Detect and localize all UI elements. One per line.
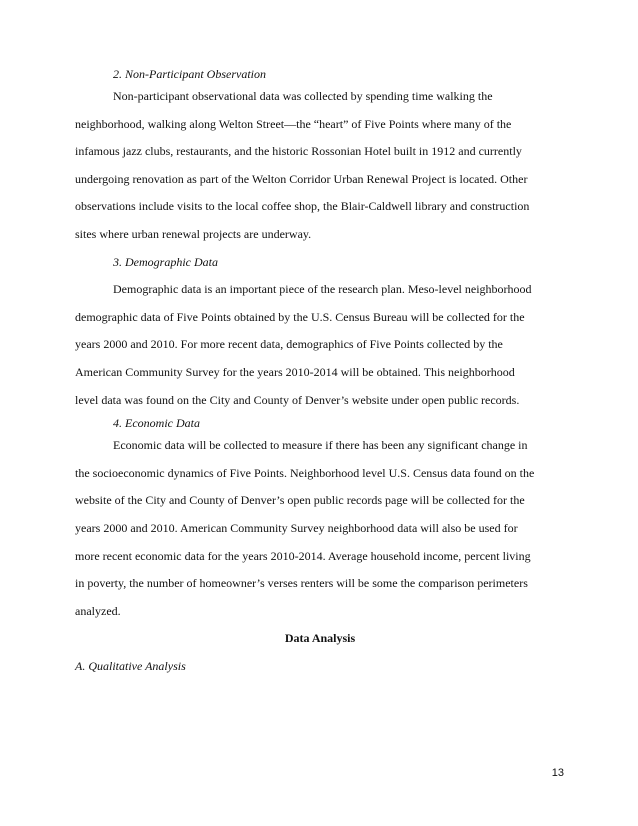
section-heading-non-participant: 2. Non-Participant Observation bbox=[113, 67, 266, 81]
section-heading-data-analysis: Data Analysis bbox=[284, 631, 356, 646]
paragraph-line: Demographic data is an important piece of the research plan. Meso-level neighborhood bbox=[113, 282, 532, 297]
paragraph-line: Non-participant observational data was collected by spending time walking the bbox=[113, 89, 493, 103]
paragraph-line: undergoing renovation as part of the Welton Corridor Urban Renewal Project is located. Other bbox=[75, 171, 528, 186]
subheading-qualitative-analysis: A. Qualitative Analysis bbox=[75, 658, 186, 673]
paragraph-line: years 2000 and 2010. American Community Survey neighborhood data will also be used for bbox=[75, 520, 518, 535]
paragraph-line: the socioeconomic dynamics of Five Points. Neighborhood level U.S. Census data found on the bbox=[75, 465, 535, 480]
paragraph-line: sites where urban renewal projects are underway. bbox=[75, 226, 312, 241]
paragraph-line: analyzed. bbox=[75, 603, 121, 618]
section-heading-demographic: 3. Demographic Data bbox=[113, 254, 218, 269]
paragraph-line: level data was found on the City and County of Denver’s website under open public records. bbox=[75, 392, 520, 407]
paragraph-line: website of the City and County of Denver’s open public records page will be collected for the bbox=[75, 493, 525, 508]
paragraph-line: infamous jazz clubs, restaurants, and the historic Rossonian Hotel built in 1912 and currently bbox=[75, 144, 522, 159]
page-number: 13 bbox=[551, 767, 564, 779]
section-heading-economic: 4. Economic Data bbox=[113, 416, 200, 431]
paragraph-line: American Community Survey for the years 2010-2014 will be obtained. This neighborhood bbox=[75, 364, 515, 379]
paragraph-line: demographic data of Five Points obtained by the U.S. Census Bureau will be collected for the bbox=[75, 309, 525, 324]
paragraph-line: years 2000 and 2010. For more recent data, demographics of Five Points collected by the bbox=[75, 337, 503, 352]
paragraph-line: observations include visits to the local coffee shop, the Blair-Caldwell library and construction bbox=[75, 199, 530, 214]
paragraph-line: Economic data will be collected to measure if there has been any significant change in bbox=[113, 438, 528, 453]
page-content bbox=[75, 65, 565, 680]
paragraph-line: neighborhood, walking along Welton Street—the “heart” of Five Points where many of the bbox=[75, 116, 512, 131]
paragraph-line: more recent economic data for the years 2010-2014. Average household income, percent living bbox=[75, 548, 531, 563]
paragraph-line: in poverty, the number of homeowner’s verses renters will be some the comparison perimeters bbox=[75, 576, 528, 591]
